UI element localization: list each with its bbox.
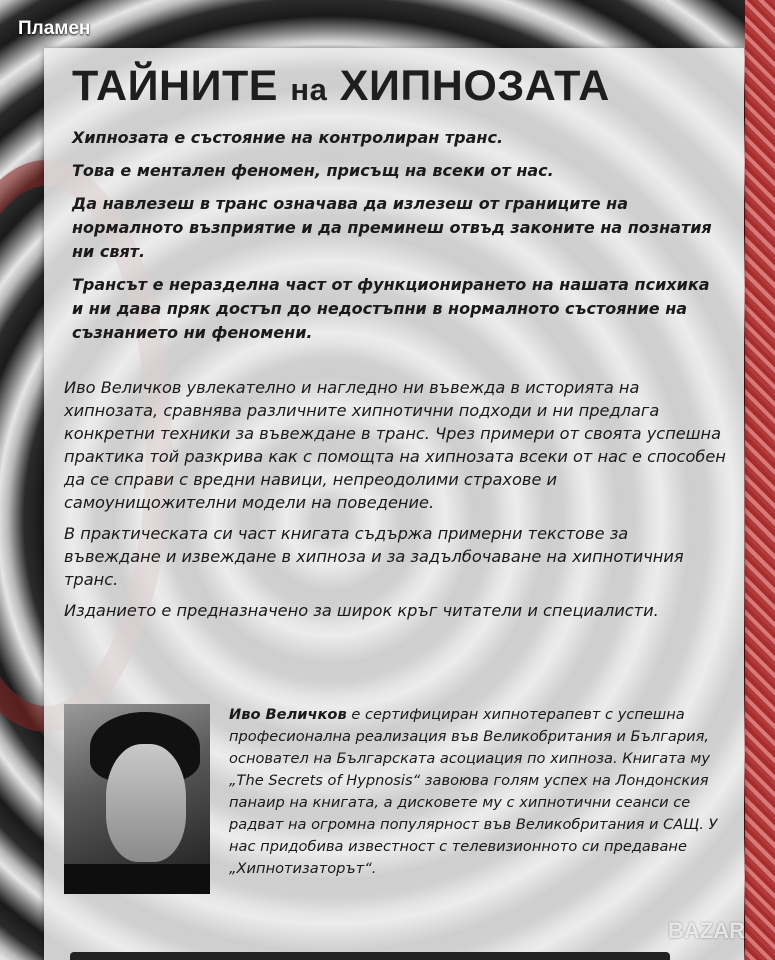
intro-paragraph: Трансът е неразделна част от функционирането на нашата психика и ни дава пряк достъп до недостъпни в нормалното състояние на съзнанието ни феномени. [72,275,710,342]
title-part-1: ТАЙНИТЕ [72,62,291,110]
author-bio-text: е сертифициран хипнотерапевт с успешна професионална реализация във Великобритания и България, основател на Българската асоциация по хипноза. Книгата му „The Secrets of Hypnosis“ завоюва голям успех на Лондонския панаир на книгата, а дисковете му с хипнотични сеанси се радват на огромна популярност във Великобритания и САЩ. У нас придобива известност с телевизионното си предаване „Хипнотизаторът“. [229,706,718,877]
book-description [64,376,728,630]
bottom-strip [70,952,670,960]
author-photo [64,704,210,894]
site-watermark: BAZAR [668,918,745,943]
intro-statements [72,126,724,354]
title-part-3: ХИПНОЗАТА [327,62,610,110]
author-name: Иво Величков [229,706,347,723]
intro-paragraph: Хипнозата е състояние на контролиран транс. [72,128,504,147]
author-face [106,744,186,862]
title-part-2: на [290,72,328,107]
description-paragraph: Иво Величков увлекателно и нагледно ни въвежда в историята на хипнозата, сравнява различните хипнотични подходи и ни предлага конкретни техники за въвеждане в транс. Чрез примери от своята успешна практика той разкрива как с помощта на хипнозата всеки от нас е способен да се справи с вредни навици, непреодолими страхове и самоунищожителни модели на поведение. [64,378,726,512]
description-paragraph: В практическата си част книгата съдържа примерни текстове за въвеждане и извеждане в хипноза и за задълбочаване на хипнотичния транс. [64,524,684,589]
author-bio [229,704,723,880]
description-paragraph: Изданието е предназначено за широк кръг читатели и специалисти. [64,601,659,620]
book-cover-edge [745,0,775,960]
intro-paragraph: Да навлезеш в транс означава да излезеш от границите на нормалното възприятие и да преминеш отвъд законите на познатия ни свят. [72,194,712,261]
seller-name[interactable]: Пламен [18,18,91,39]
intro-paragraph: Това е ментален феномен, присъщ на всеки от нас. [72,161,554,180]
book-title [72,62,610,111]
author-shoulder [64,864,210,894]
